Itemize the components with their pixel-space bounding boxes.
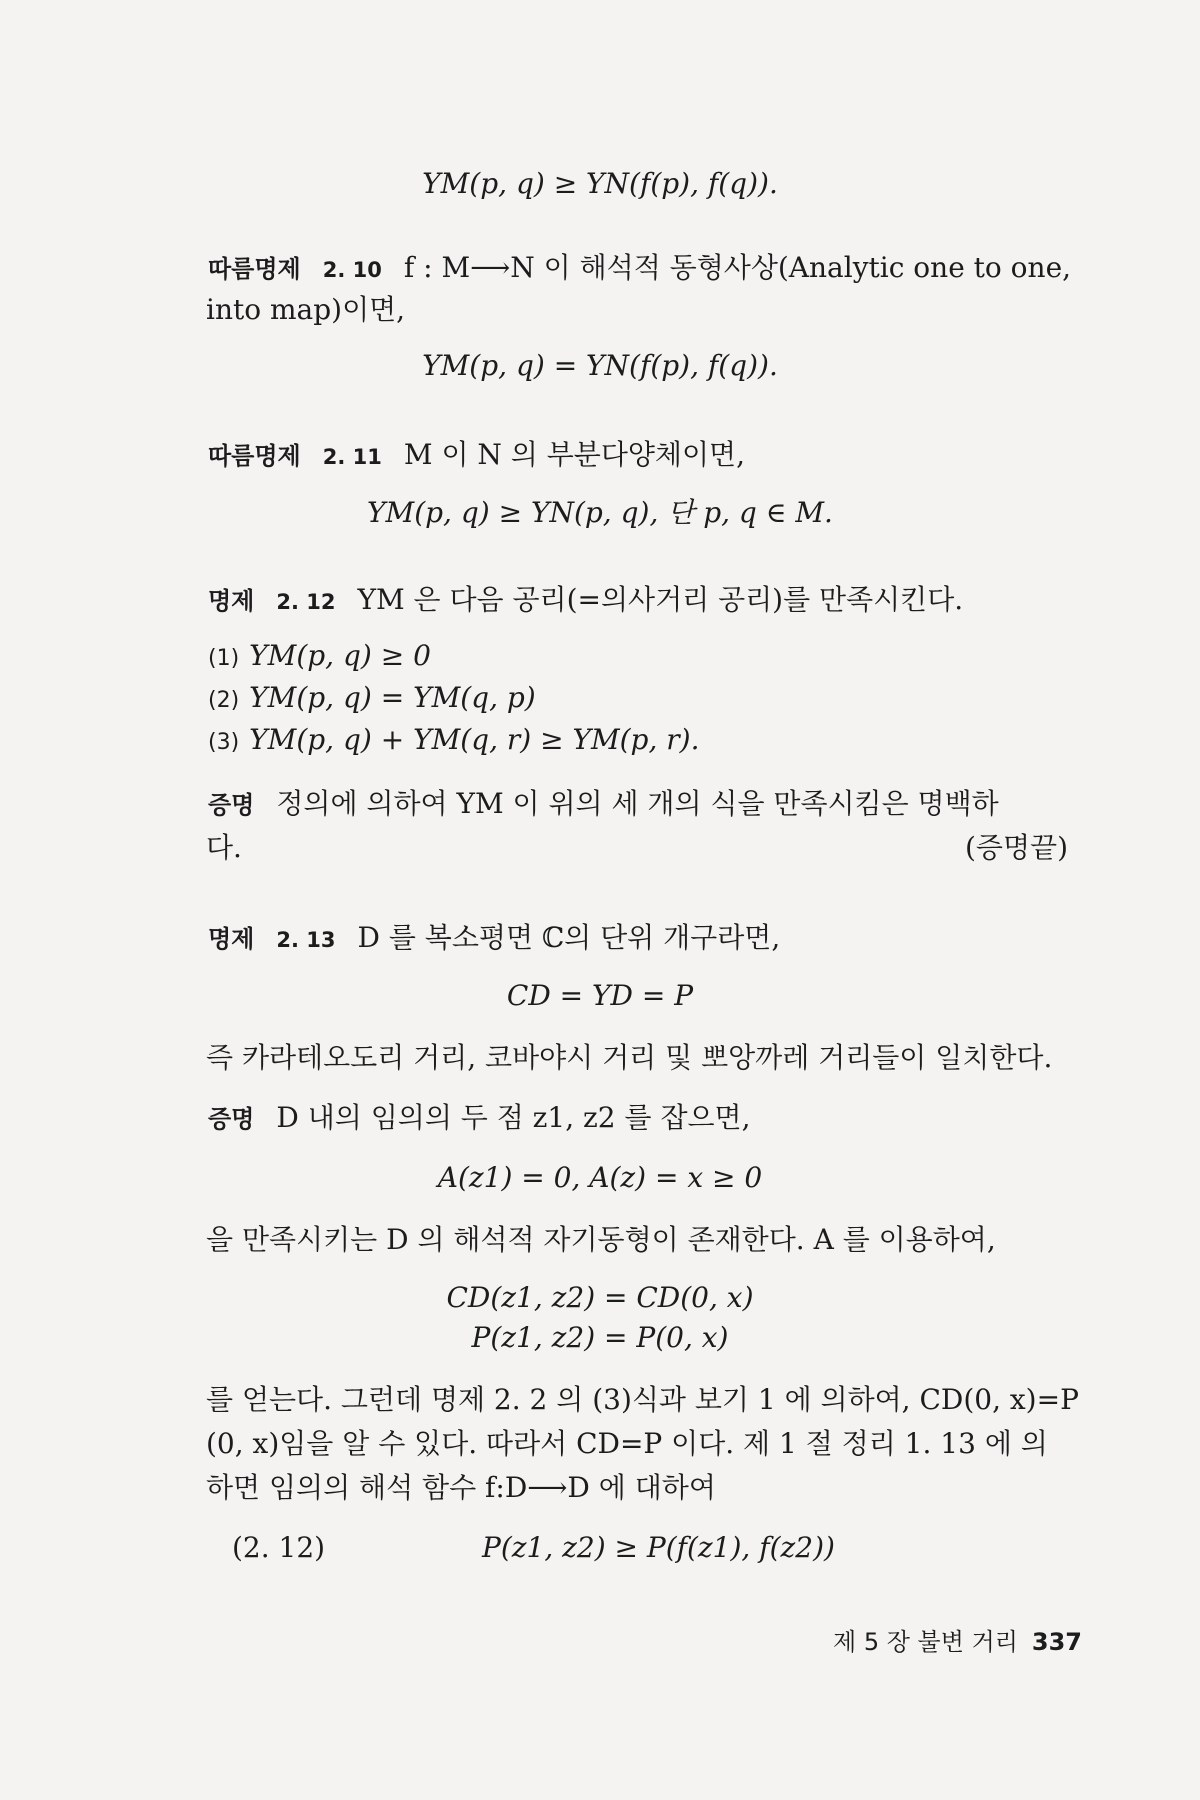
proof2-line4: (0, x)임을 알 수 있다. 따라서 CD=P 이다. 제 1 절 정리 1. 13 에 의 — [206, 1427, 1048, 1460]
corollary-2-10-equation: YM(p, q) = YN(f(p), f(q)). — [422, 349, 778, 382]
corollary-2-11 — [208, 437, 745, 475]
item-number: (3) — [208, 730, 240, 755]
proof-line1 — [208, 786, 999, 823]
item-expression: YM(p, q) = YM(q, p) — [249, 681, 536, 714]
proof2-line5: 하면 임의의 해석 함수 f:D⟶D 에 대하여 — [206, 1471, 716, 1504]
proposition-number: 2. 12 — [276, 590, 336, 614]
proof2-line3: 를 얻는다. 그런데 명제 2. 2 의 (3)식과 보기 1 에 의하여, CD(0, x)=P — [206, 1383, 1079, 1416]
corollary-text: M 이 N 의 부분다양체이면, — [403, 438, 745, 471]
proof2-line1 — [208, 1100, 751, 1137]
item-number: (1) — [208, 646, 240, 671]
proposition-text: D 를 복소평면 ℂ의 단위 개구라면, — [357, 921, 781, 954]
item-number: (2) — [208, 688, 240, 713]
proof2-equation4: P(z1, z2) ≥ P(f(z1), f(z2)) — [482, 1531, 835, 1564]
qed-mark: (증명끝) — [965, 831, 1068, 864]
proposition-text: YM 은 다음 공리(=의사거리 공리)를 만족시킨다. — [357, 583, 964, 616]
axiom-item — [208, 638, 431, 677]
proof2-line2: 을 만족시키는 D 의 해석적 자기동형이 존재한다. A 를 이용하여, — [206, 1223, 996, 1256]
item-expression: YM(p, q) + YM(q, r) ≥ YM(p, r). — [249, 723, 700, 756]
proof-label: 증명 — [208, 791, 255, 819]
equation-number: (2. 12) — [232, 1531, 326, 1564]
proposition-label: 명제 — [208, 587, 255, 615]
proof-text: 정의에 의하여 YM 이 위의 세 개의 식을 만족시킴은 명백하 — [276, 787, 999, 820]
proof2-equation2: CD(z1, z2) = CD(0, x) — [446, 1281, 754, 1314]
corollary-2-11-equation: YM(p, q) ≥ YN(p, q), 단 p, q ∈ M. — [367, 496, 833, 529]
corollary-number: 2. 10 — [322, 258, 382, 282]
chapter-title: 제 5 장 불변 거리 — [833, 1628, 1018, 1656]
proof-text: D 내의 임의의 두 점 z1, z2 를 잡으면, — [276, 1101, 751, 1134]
proof2-equation1: A(z1) = 0, A(z) = x ≥ 0 — [437, 1161, 763, 1194]
proof2-equation3: P(z1, z2) = P(0, x) — [471, 1321, 729, 1354]
corollary-label: 따름명제 — [208, 442, 301, 470]
axiom-item — [208, 722, 699, 761]
equation-top: YM(p, q) ≥ YN(f(p), f(q)). — [422, 167, 778, 200]
corollary-2-10-line1 — [208, 250, 1071, 288]
proposition-2-13-equation: CD = YD = P — [506, 979, 694, 1012]
proposition-2-13 — [208, 920, 780, 958]
page-number: 337 — [1031, 1628, 1082, 1656]
corollary-label: 따름명제 — [208, 255, 301, 283]
proposition-2-13-line2: 즉 카라테오도리 거리, 코바야시 거리 및 뽀앙까레 거리들이 일치한다. — [206, 1041, 1053, 1074]
corollary-2-10-line2: into map)이면, — [206, 293, 406, 326]
proof-label: 증명 — [208, 1105, 255, 1133]
proposition-label: 명제 — [208, 925, 255, 953]
proof-line2: 다. — [206, 831, 242, 864]
proposition-number: 2. 13 — [276, 928, 336, 952]
proposition-2-12 — [208, 582, 963, 620]
axiom-item — [208, 680, 536, 719]
item-expression: YM(p, q) ≥ 0 — [249, 639, 431, 672]
page-footer — [833, 1622, 1082, 1657]
corollary-number: 2. 11 — [322, 445, 382, 469]
corollary-text: f : M⟶N 이 해석적 동형사상(Analytic one to one, — [403, 251, 1072, 284]
